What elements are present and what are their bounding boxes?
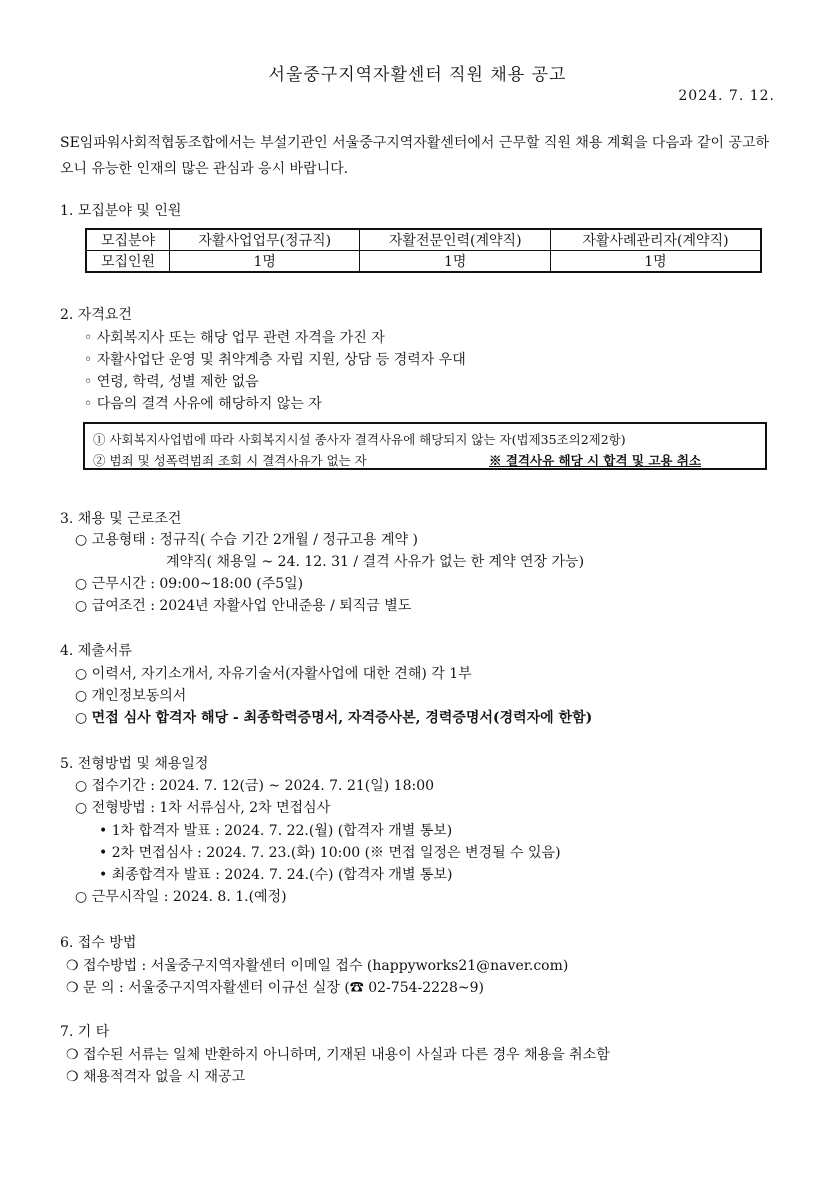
section-4-heading: 4. 제출서류 [60, 643, 132, 659]
disqualification-box [83, 422, 767, 470]
intro-paragraph: SE임파워사회적협동조합에서는 부설기관인 서울중구지역자활센터에서 근무할 직원 채용 계획을 다음과 같이 공고하오니 유능한 인재의 많은 관심과 응시 바랍니다. [60, 135, 770, 177]
list-item: ○ 개인정보동의서 [75, 688, 187, 704]
disqualification-line-1: ① 사회복지사업법에 따라 사회복지시설 종사자 결격사유에 해당되지 않는 자(법제35조의2제2항) [93, 432, 626, 447]
section-1-heading: 1. 모집분야 및 인원 [60, 203, 182, 219]
table-cell: 1명 [170, 251, 360, 273]
list-item: ○ 전형방법 : 1차 서류심사, 2차 면접심사 [75, 800, 331, 816]
list-item: ❍ 접수방법 : 서울중구지역자활센터 이메일 접수 (happyworks21@naver.com) [66, 958, 569, 974]
page-title: 서울중구지역자활센터 직원 채용 공고 [268, 65, 567, 85]
list-item: ○ 근무시작일 : 2024. 8. 1.(예정) [75, 889, 287, 905]
table-cell: 1명 [550, 251, 761, 273]
list-item: ◦ 사회복지사 또는 해당 업무 관련 자격을 가진 자 [84, 330, 385, 346]
list-item: ◦ 연령, 학력, 성별 제한 없음 [84, 374, 259, 390]
list-item [75, 707, 592, 727]
table-cell: 모집인원 [86, 251, 170, 273]
list-item: ◦ 다음의 결격 사유에 해당하지 않는 자 [84, 396, 322, 412]
list-item: ○ 접수기간 : 2024. 7. 12(금) ~ 2024. 7. 21(일) 18:00 [75, 778, 435, 794]
list-item: 계약직( 채용일 ~ 24. 12. 31 / 결격 사유가 없는 한 계약 연장 가능) [166, 554, 585, 570]
list-item: • 1차 합격자 발표 : 2024. 7. 22.(월) (합격자 개별 통보) [99, 823, 453, 839]
list-item: ○ 이력서, 자기소개서, 자유기술서(자활사업에 대한 견해) 각 1부 [75, 666, 472, 682]
notice-date: 2024. 7. 12. [678, 88, 775, 104]
disqualification-line-2: ② 범죄 및 성폭력범죄 조회 시 결격사유가 없는 자 [93, 453, 367, 468]
interview-documents-text: 면접 심사 합격자 해당 - 최종학력증명서, 자격증사본, 경력증명서(경력자에 한함) [91, 710, 593, 726]
table-cell: 자활사업업무(정규직) [170, 229, 360, 251]
table-row [86, 229, 761, 251]
list-item: • 2차 면접심사 : 2024. 7. 23.(화) 10:00 (※ 면접 일정은 변경될 수 있음) [99, 845, 561, 861]
section-2-heading: 2. 자격요건 [60, 307, 132, 323]
table-cell: 자활전문인력(계약직) [360, 229, 550, 251]
list-item: ○ 고용형태 : 정규직( 수습 기간 2개월 / 정규고용 계약 ) [75, 532, 418, 548]
section-3-heading: 3. 채용 및 근로조건 [60, 511, 182, 527]
bullet: ○ [75, 710, 92, 726]
table-cell: 1명 [360, 251, 550, 273]
section-6-heading: 6. 접수 방법 [60, 935, 137, 951]
list-item: ◦ 자활사업단 운영 및 취약계층 자립 지원, 상담 등 경력자 우대 [84, 352, 466, 368]
table-row [86, 251, 761, 273]
table-cell: 모집분야 [86, 229, 170, 251]
section-5-heading: 5. 전형방법 및 채용일정 [60, 756, 209, 772]
list-item: ❍ 채용적격자 없을 시 재공고 [66, 1069, 246, 1085]
disqualification-warning: ※ 결격사유 해당 시 합격 및 고용 취소 [489, 453, 702, 468]
list-item: ○ 급여조건 : 2024년 자활사업 안내준용 / 퇴직금 별도 [75, 598, 412, 614]
list-item: ❍ 문 의 : 서울중구지역자활센터 이규선 실장 (☎ 02-754-2228~9) [66, 980, 484, 996]
list-item: ○ 근무시간 : 09:00~18:00 (주5일) [75, 576, 304, 592]
list-item: • 최종합격자 발표 : 2024. 7. 24.(수) (합격자 개별 통보) [99, 867, 453, 883]
recruitment-table [85, 228, 762, 273]
list-item: ❍ 접수된 서류는 일체 반환하지 아니하며, 기재된 내용이 사실과 다른 경우 채용을 취소함 [66, 1047, 610, 1063]
section-7-heading: 7. 기 타 [60, 1024, 110, 1040]
table-cell: 자활사례관리자(계약직) [550, 229, 761, 251]
